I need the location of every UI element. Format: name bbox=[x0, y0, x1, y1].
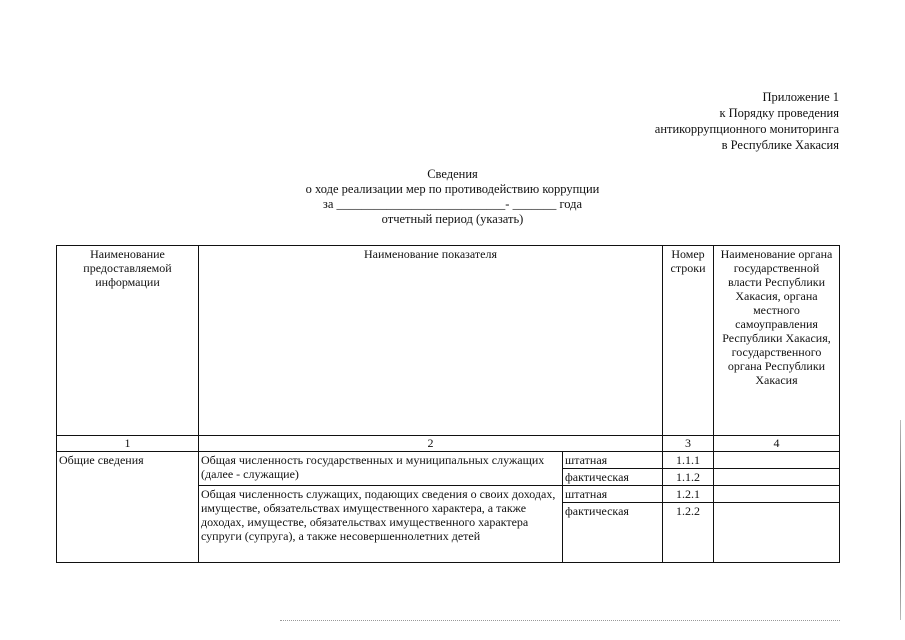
indicator-type: штатная bbox=[563, 486, 663, 503]
reporting-period-line: за ___________________________- _______ года bbox=[322, 197, 583, 211]
appendix-line: Приложение 1 bbox=[762, 90, 839, 104]
header-row-number: Номер строки bbox=[663, 246, 714, 436]
indicator-type: фактическая bbox=[563, 503, 663, 563]
section-general-info: Общие сведения bbox=[57, 452, 199, 563]
header-indicator: Наименование показателя bbox=[199, 246, 663, 436]
scan-edge-artifact bbox=[900, 420, 901, 620]
header-row bbox=[57, 246, 840, 436]
column-number: 4 bbox=[714, 436, 840, 452]
header-authority: Наименование органа государственной власти Республики Хакасия, органа местного самоуправления Республики Хакасия, государственного органа Республики Хакасия bbox=[714, 246, 840, 436]
value-cell[interactable] bbox=[714, 452, 840, 469]
indicator-type: штатная bbox=[563, 452, 663, 469]
document-heading bbox=[0, 167, 905, 227]
table-row bbox=[57, 452, 840, 469]
row-code: 1.2.2 bbox=[663, 503, 714, 563]
scan-dots-artifact bbox=[280, 620, 840, 622]
appendix-line: к Порядку проведения bbox=[719, 106, 839, 120]
row-code: 1.1.2 bbox=[663, 469, 714, 486]
appendix-line: антикоррупционного мониторинга bbox=[654, 122, 839, 136]
value-cell[interactable] bbox=[714, 469, 840, 486]
column-number: 1 bbox=[57, 436, 199, 452]
value-cell[interactable] bbox=[714, 486, 840, 503]
indicator-name: Общая численность государственных и муниципальных служащих (далее - служащие) bbox=[199, 452, 563, 486]
document-title: Сведения bbox=[427, 167, 478, 181]
column-number-row bbox=[57, 436, 840, 452]
reporting-period-hint: отчетный период (указать) bbox=[381, 212, 524, 226]
appendix-note bbox=[655, 89, 839, 153]
header-info: Наименование предоставляемой информации bbox=[57, 246, 199, 436]
indicator-name: Общая численность служащих, подающих сведения о своих доходах, имуществе, обязательствах имущественного характера, а также доходах, имуществе, обязательствах имущественного характера супруги (супруга), а также несовершеннолетних детей bbox=[199, 486, 563, 563]
row-code: 1.2.1 bbox=[663, 486, 714, 503]
appendix-line: в Республике Хакасия bbox=[721, 138, 839, 152]
value-cell[interactable] bbox=[714, 503, 840, 563]
document-subtitle: о ходе реализации мер по противодействию коррупции bbox=[305, 182, 600, 196]
column-number: 2 bbox=[199, 436, 663, 452]
indicator-type: фактическая bbox=[563, 469, 663, 486]
report-table bbox=[56, 245, 840, 563]
row-code: 1.1.1 bbox=[663, 452, 714, 469]
column-number: 3 bbox=[663, 436, 714, 452]
